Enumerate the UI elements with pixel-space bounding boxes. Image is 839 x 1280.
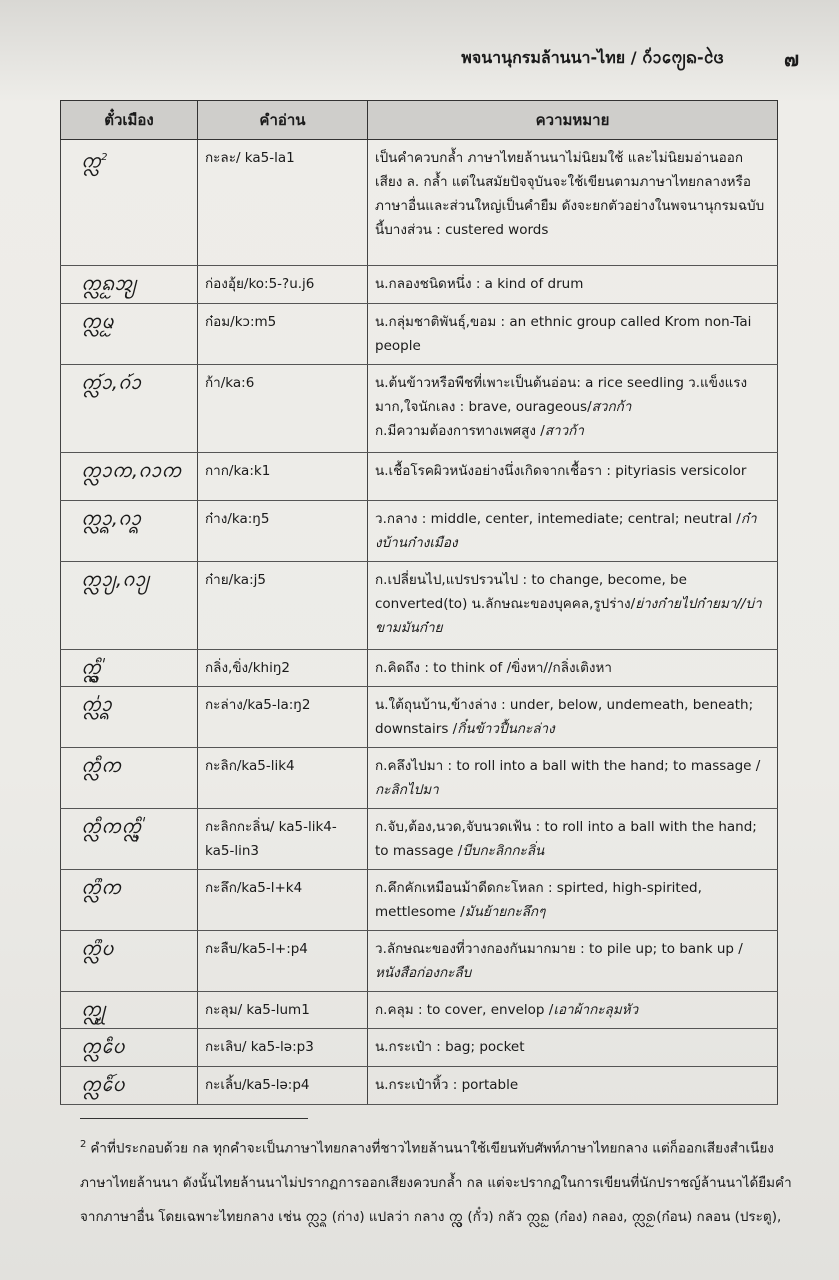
meaning-cell [368, 870, 778, 931]
column-header-word: ตั๋วเมือง [61, 101, 198, 140]
headword: ᨠᩖᩬᨾ [81, 311, 114, 333]
headword-cell [61, 870, 198, 931]
example-phrase: สวกก้า [591, 399, 632, 415]
meaning-text: น.กระเป๋า : bag; pocket [375, 1039, 525, 1055]
headword: ᨠᩖᩨᨠ [81, 877, 122, 899]
reading-cell: กลิ่ง,ขิ่ง/khiŋ2 [198, 650, 368, 687]
headword-cell [61, 501, 198, 562]
table-row [61, 562, 778, 650]
reading-cell: กาก/ka:k1 [198, 453, 368, 501]
meaning-cell [368, 650, 778, 687]
example-phrase: กะลิกไปมา [375, 782, 439, 798]
headword-cell [61, 687, 198, 748]
meaning-cell [368, 1029, 778, 1067]
table-header-row [61, 101, 778, 140]
meaning-text: ก.จับ,ต้อง,นวด,จับนวดเฟ้น : to roll into a ball with the hand; to massage / [375, 819, 757, 859]
table-row [61, 870, 778, 931]
headword: ᨠᩖᩨᨷ [81, 938, 114, 960]
headword-cell [61, 650, 198, 687]
table-row [61, 365, 778, 453]
meaning-cell [368, 501, 778, 562]
meaning-text: น.ใต้ถุนบ้าน,ข้างล่าง : under, below, undemeath, beneath; downstairs / [375, 697, 754, 737]
meaning-cell [368, 453, 778, 501]
headword-cell [61, 562, 198, 650]
meaning-text: น.กระเป๋าหิ้ว : portable [375, 1077, 519, 1093]
headword-cell [61, 1029, 198, 1067]
headword: ᨠᩖ᩵ᩣ᩠ᨦ [81, 694, 112, 716]
example-phrase: กิ๋นข้าวปื้นกะล่าง [457, 721, 555, 737]
meaning-text: น.กลุ่มชาติพันธุ์,ขอม : an ethnic group called Krom non-Tai people [375, 314, 752, 354]
table-row [61, 931, 778, 992]
column-header-reading: คำอ่าน [198, 101, 368, 140]
meaning-cell [368, 304, 778, 365]
meaning-text: น.ต้นข้าวหรือพืชที่เพาะเป็นต้นอ่อน: a rice seedling ว.แข็งแรงมาก,ใจนักเลง : brave, ouragеous/ [375, 375, 748, 415]
example-phrase: หนังสือก่องกะลืบ [375, 965, 472, 981]
footnote [80, 1128, 792, 1234]
meaning-text: ก.เปลี่ยนไป,แปรปรวนไป : to change, become, be converted(to) น.ลักษณะของบุคคล,รูปร่าง/ [375, 572, 687, 612]
headword-cell [61, 931, 198, 992]
headword: ᨠᩖ᩶ᩣ,ᨣ᩶ᩣ [81, 372, 142, 394]
headword-cell [61, 304, 198, 365]
headword-cell [61, 748, 198, 809]
meaning-text: ว.ลักษณะของที่วางกองกันมากมาย : to pile up; to bank up / [375, 941, 743, 957]
headword: ᨠᩖᩮᩥᨷ [81, 1036, 125, 1058]
page-number: ๗ [783, 47, 799, 71]
footnote-divider [80, 1118, 308, 1119]
reading-cell: ก๋าย/ka:j5 [198, 562, 368, 650]
example-phrase: บีบกะลิกกะลิ่น [462, 843, 545, 859]
running-header [390, 42, 799, 76]
headword: ᨠᩖᩥ᩠᩵ᨦ [81, 657, 102, 679]
dictionary-table [60, 100, 778, 1105]
headword-cell [61, 453, 198, 501]
table-row [61, 687, 778, 748]
headword: ᨠᩖᩣᨠ,ᨣᩣᨠ [81, 460, 182, 482]
table-row [61, 453, 778, 501]
footnote-text: คำที่ประกอบด้วย กล ทุกคำจะเป็นภาษาไทยกลางที่ชาวไทยล้านนาใช้เขียนทับศัพท์ภาษาไทยกลาง แต่ก็ออกเสียงสำเนียงภาษาไทยล้านนา ดังนั้นไทยล้านนาไม่ปรากฏการออกเสียงควบกล้ำ กล แต่จะปรากฏในการเขียนที่นักปราชญ์ล้านนาได้ยืมคำจากภาษาอื่น โดยเฉพาะไทยกลาง เช่น ᨠᩖᩣ᩠ᨦ (ก่าง) แปลว่า กลาง ᨠᩖ᩠ᩅ (กั๋ว) กลัว ᨠᩖᩬᨦ (ก๋อง) กลอง, ᨠᩖᩬᩁ(ก๋อน) กลอน (ประตู), [80, 1140, 792, 1225]
meaning-text: น.เชื้อโรคผิวหนังอย่างนึ่งเกิดจากเชื้อรา : pityriasis versicolor [375, 463, 747, 479]
reading-cell: ก๋าง/ka:ŋ5 [198, 501, 368, 562]
meaning-text: เป็นคำควบกล้ำ ภาษาไทยล้านนาไม่นิยมใช้ และไม่นิยมอ่านออกเสียง ล. กล้ำ แต่ในสมัยปัจจุบันจะใช้เขียนตามภาษาไทยกลางหรือภาษาอื่นและส่วนใหญ่เป็นคำยืม ดังจะยกตัวอย่างในพจนานุกรมฉบับนี้บางส่วน : custered words [375, 150, 765, 238]
header-title: พจนานุกรมล้านนา-ไทย / ᨣᩴ᩵ᩣᨻᩮ᩠ᨿᨦ-ᨴᩱ [461, 48, 724, 67]
headword-cell [61, 809, 198, 870]
table-row [61, 304, 778, 365]
meaning-text-secondary: ก.มีความต้องการทางเพศสูง / [375, 423, 545, 439]
meaning-cell [368, 266, 778, 304]
footnote-mark: 2 [80, 1139, 87, 1150]
table-row [61, 650, 778, 687]
headword-cell [61, 266, 198, 304]
reading-cell: กะลึก/ka5-l+k4 [198, 870, 368, 931]
table-row [61, 992, 778, 1029]
headword: ᨠᩖᩬᨦᩋᩩ᩠ᨿ [81, 273, 137, 295]
headword: ᨠᩖᩣ᩠ᨦ,ᨣᩣ᩠ᨦ [81, 508, 142, 530]
meaning-text: ก.คลุม : to cover, envelop / [375, 1002, 554, 1018]
reading-cell: กะเลิบ/ ka5-lə:p3 [198, 1029, 368, 1067]
meaning-cell [368, 809, 778, 870]
meaning-cell [368, 992, 778, 1029]
example-phrase: เอาผ้ากะลุมหัว [553, 1002, 639, 1018]
headword: ᨠᩖᩥᨠᨠᩖᩥ᩠᩵ᨶ [81, 816, 142, 838]
example-phrase: ย่างก๋ายไปก๋ายมา//บ่าขามมันก๋าย [375, 596, 762, 636]
headword: ᨠᩖᩣ᩠ᨿ,ᨣᩣ᩠ᨿ [81, 569, 150, 591]
footnote-reference: 2 [101, 152, 108, 163]
meaning-text: น.กลองชนิดหนึ่ง : a kind of drum [375, 276, 584, 292]
headword: ᨠᩖᩮᩥ᩶ᨷ [81, 1074, 125, 1096]
reading-cell: กะลิกกะลิ่น/ ka5-lik4-ka5-lin3 [198, 809, 368, 870]
example-phrase-secondary: สาวก้า [544, 423, 584, 439]
table-row [61, 748, 778, 809]
reading-cell: กะละ/ ka5-la1 [198, 140, 368, 266]
table-row [61, 266, 778, 304]
headword-cell [61, 140, 198, 266]
reading-cell: ก้า/ka:6 [198, 365, 368, 453]
meaning-cell [368, 687, 778, 748]
meaning-text: ก.คิดถึง : to think of /ขิ่งหา//กลิ่งเติงหา [375, 660, 613, 676]
table-row [61, 1067, 778, 1105]
meaning-text: ก.คึกคักเหมือนม้าดีดกะโหลก : spirted, high-spirited, mettlesome / [375, 880, 702, 920]
reading-cell: กะเลิ้บ/ka5-lə:p4 [198, 1067, 368, 1105]
reading-cell: กะลิก/ka5-lik4 [198, 748, 368, 809]
reading-cell: ก่องอุ้ย/ko:5-?u.j6 [198, 266, 368, 304]
reading-cell: ก๋อม/kɔ:m5 [198, 304, 368, 365]
reading-cell: กะล่าง/ka5-la:ŋ2 [198, 687, 368, 748]
reading-cell: กะลุม/ ka5-lum1 [198, 992, 368, 1029]
headword-cell [61, 992, 198, 1029]
headword: ᨠᩖᩥᨠ [81, 755, 122, 777]
meaning-text: ก.คลึงไปมา : to roll into a ball with the hand; to massage / [375, 758, 761, 774]
meaning-cell [368, 140, 778, 266]
column-header-meaning: ความหมาย [368, 101, 778, 140]
meaning-cell [368, 931, 778, 992]
table-row [61, 809, 778, 870]
example-phrase: มันย้ายกะลึกๆ [464, 904, 546, 920]
meaning-cell [368, 1067, 778, 1105]
reading-cell: กะลืบ/ka5-l+:p4 [198, 931, 368, 992]
meaning-cell [368, 562, 778, 650]
table-row [61, 1029, 778, 1067]
meaning-cell [368, 748, 778, 809]
headword: ᨠᩖᩩ᩠ᨾ [81, 999, 106, 1021]
meaning-cell [368, 365, 778, 453]
example-phrase: ก๋างบ้านก๋างเมือง [375, 511, 757, 551]
table-row [61, 140, 778, 266]
table-row [61, 501, 778, 562]
meaning-text: ว.กลาง : middle, center, intemediate; central; neutral / [375, 511, 741, 527]
headword-cell [61, 1067, 198, 1105]
headword: ᨠᩖ [81, 150, 102, 173]
headword-cell [61, 365, 198, 453]
